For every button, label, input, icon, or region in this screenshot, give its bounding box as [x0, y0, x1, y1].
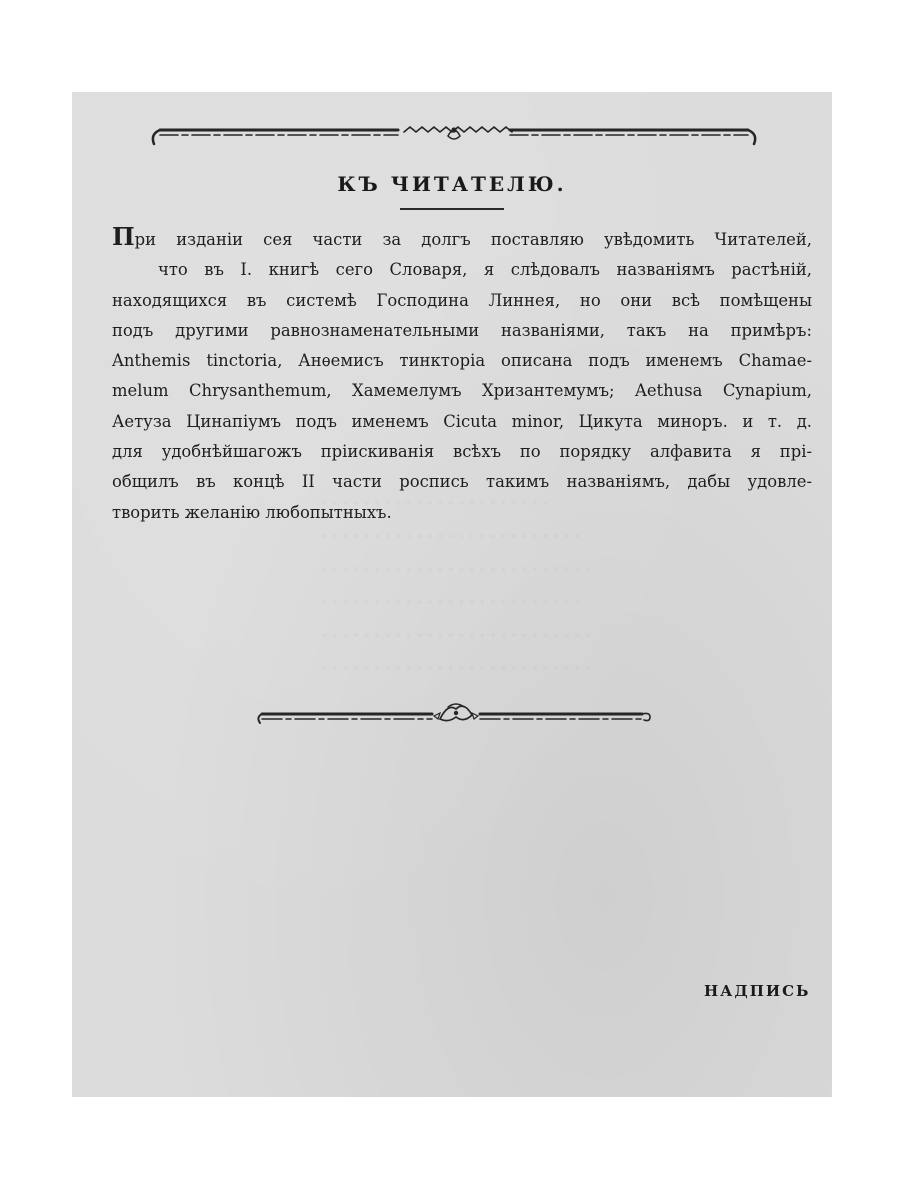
catchword: НАДПИСЬ: [704, 982, 811, 1000]
text-line-8: для удобнѣйшагожъ пріискиванія всѣхъ по порядку алфавита я прі-: [112, 442, 812, 462]
top-ornament-icon: [148, 122, 760, 148]
text-line-7: Аетуза Цинапіумъ подъ именемъ Cicuta minor, Цикута миноръ. и т. д.: [112, 411, 812, 431]
text-line-4: подъ другими равнознаменательными названіями, такъ на примѣръ:: [112, 320, 812, 340]
text-line-2: что въ I. книгѣ сего Словаря, я слѣдовалъ названіямъ растѣній,: [158, 260, 812, 280]
text-line-5: Anthemis tinctoria, Анѳемисъ тинкторіа описана подъ именемъ Chamae-: [112, 351, 812, 371]
text-line-6: melum Chrysanthemum, Хамемелумъ Хризантемумъ; Aethusa Cynapium,: [112, 381, 812, 401]
text-line-3: находящихся въ системѣ Господина Линнея, но они всѣ помѣщены: [112, 290, 812, 310]
text-line-9: общилъ въ концѣ II части роспись такимъ названіямъ, дабы удовле-: [112, 472, 812, 492]
foreword-text: [112, 222, 812, 528]
text-line-10: творить желанію любопытныхъ.: [112, 502, 392, 522]
title-underline: [400, 208, 504, 210]
page-title: КЪ ЧИТАТЕЛЮ.: [337, 172, 567, 196]
bottom-ornament-icon: [256, 701, 656, 731]
book-page: [72, 92, 832, 1097]
text-line-1: При изданіи сея части за долгъ поставляю увѣдомить Читателей,: [112, 222, 812, 251]
drop-cap: П: [112, 222, 135, 251]
reverse-side-bleed-through: · · · · · · · · · · · · · · · · · · · · · · · · · · · · · · · · · · · · · · · · · · · · · · · · · · · · · · · · · · · · · · · · · · · · · · · · · · · · · · · · · · · · · · · · · · · · · · · · · · · · · · · · · · · · · · · · · · · · · · · · · · · · · · · · · · · · · · · · · · · · · · · · · · · · · ·: [322, 494, 591, 677]
